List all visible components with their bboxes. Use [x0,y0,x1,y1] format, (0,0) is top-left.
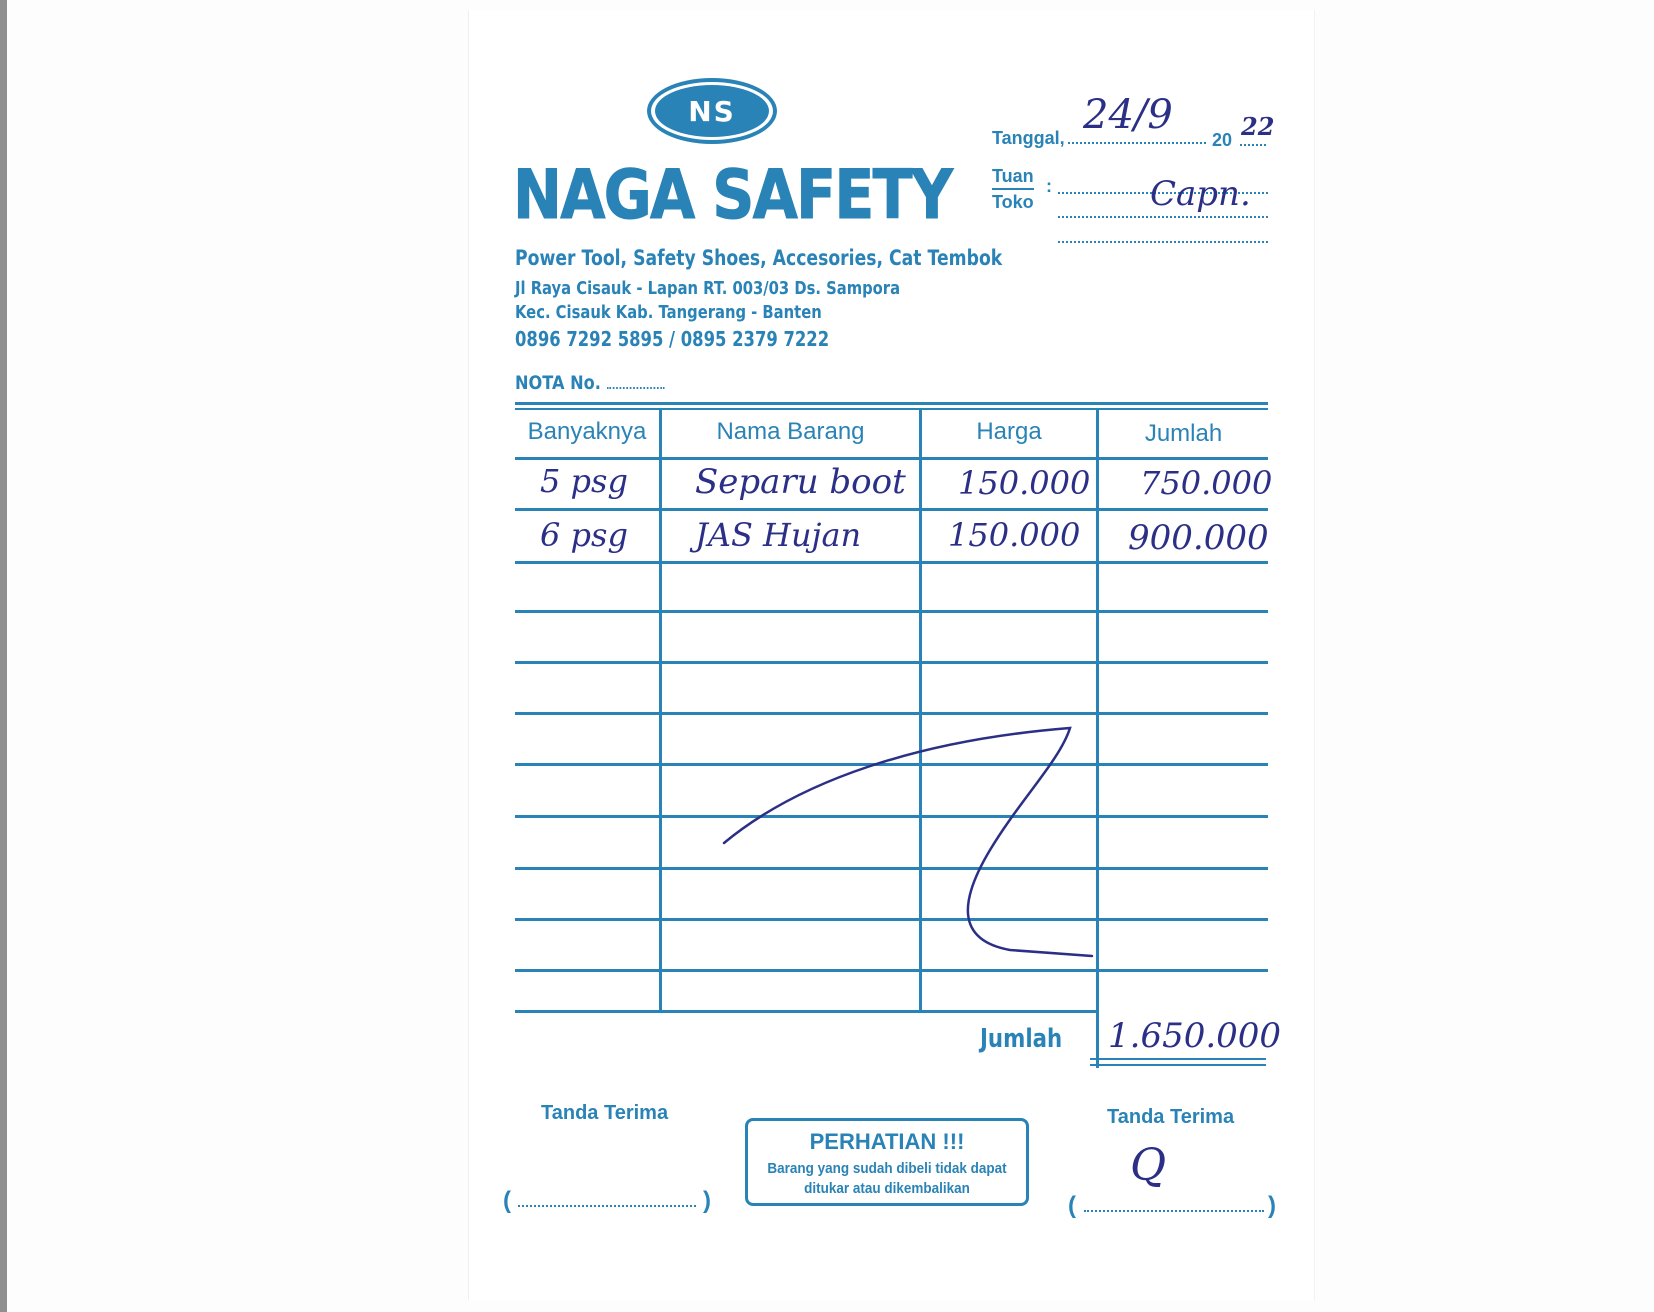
total-underline-1 [1090,1058,1266,1060]
closing-z-stroke [724,728,1092,956]
receiver-left-label: Tanda Terima [541,1102,669,1124]
row-1-price: 150.000 [958,464,1091,502]
column-header-quantity: Banyaknya [527,418,647,445]
row-2-amount: 900.000 [1128,518,1269,558]
row-1-item: Separu boot [695,462,906,502]
year-suffix: 22 [1241,112,1275,141]
company-address-line2: Kec. Cisauk Kab. Tangerang - Banten [515,302,822,323]
receiver-right-label: Tanda Terima [1107,1106,1235,1128]
row-2-price: 150.000 [948,516,1081,554]
customer-colon: : [1046,176,1052,196]
logo-text: NS [655,85,769,137]
column-header-item: Nama Barang [716,418,865,445]
right-signature-line [1084,1210,1264,1212]
left-signature-close: ) [703,1187,711,1214]
toko-label: Toko [992,192,1034,212]
nota-number: NOTA No. [515,372,664,394]
company-name: NAGA SAFETY [513,156,952,235]
left-signature-line [518,1205,696,1207]
left-signature-open: ( [503,1187,511,1214]
customer-name: Capn. [1150,174,1251,214]
notice-title: PERHATIAN !!! [809,1129,965,1154]
notice-text: Barang yang sudah dibeli tidak dapat ditukar atau dikembalikan [767,1160,1007,1197]
company-phones: 0896 7292 5895 / 0895 2379 7222 [515,327,830,351]
row-1-quantity: 5 psg [540,462,628,500]
column-header-amount: Jumlah [1144,420,1223,447]
row-2-item: JAS Hujan [695,516,862,554]
total-underline-2 [1090,1064,1266,1066]
receiver-right-initial: Q [1130,1140,1167,1191]
year-prefix: 20 [1212,130,1233,150]
column-header-price: Harga [976,418,1042,445]
right-signature-close: ) [1268,1192,1276,1219]
tuan-label: Tuan [992,166,1034,186]
date-value: 24/9 [1083,92,1173,138]
company-address-line1: Jl Raya Cisauk - Lapan RT. 003/03 Ds. Sampora [515,278,901,299]
total-label: Jumlah [980,1024,1063,1054]
row-1-amount: 750.000 [1140,464,1273,502]
total-value: 1.650.000 [1108,1016,1282,1056]
date-label: Tanggal, [992,128,1065,148]
company-tagline: Power Tool, Safety Shoes, Accesories, Cat Tembok [515,246,1003,270]
row-2-quantity: 6 psg [540,516,628,554]
notice-box [745,1118,1029,1206]
right-signature-open: ( [1068,1192,1076,1219]
